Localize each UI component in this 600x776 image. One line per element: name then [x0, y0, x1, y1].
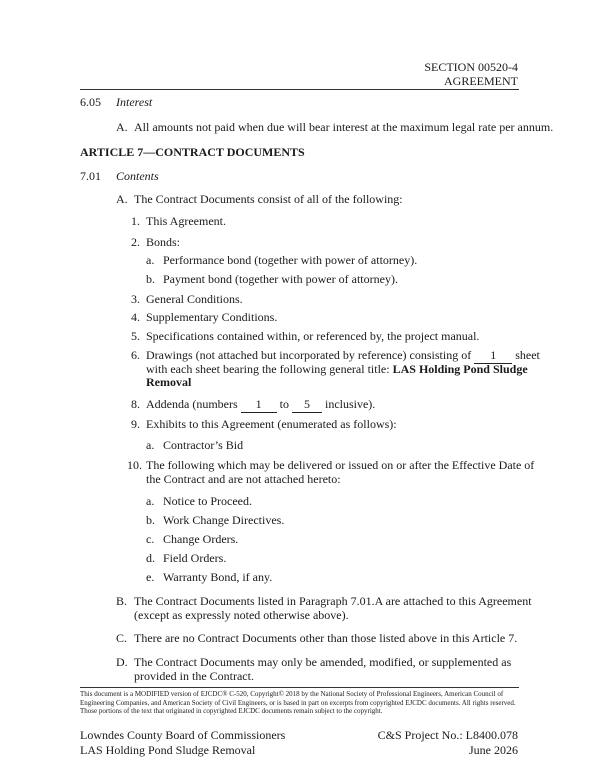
list-number: 8. — [131, 397, 140, 411]
list-letter: b. — [146, 513, 155, 527]
paragraph-label: D. — [116, 655, 128, 669]
list-item: Exhibits to this Agreement (enumerated as follows): — [146, 417, 397, 431]
list-item: Work Change Directives. — [163, 513, 285, 527]
drawing-title: LAS Holding Pond Sludge — [392, 362, 528, 376]
section-title: AGREEMENT — [444, 74, 518, 88]
section-number: 6.05 — [80, 95, 101, 109]
section-7-01-title: Contents — [116, 169, 159, 183]
section-number: 7.01 — [80, 169, 101, 183]
list-number: 4. — [131, 310, 140, 324]
list-item: Contractor’s Bid — [163, 438, 244, 452]
list-item: Change Orders. — [163, 532, 239, 546]
paragraph-text: The Contract Documents may only be amended, modified, or supplemented as — [134, 655, 512, 669]
paragraph-text: The Contract Documents consist of all of the following: — [134, 192, 403, 206]
list-item: Performance bond (together with power of attorney). — [163, 253, 418, 267]
list-number: 3. — [131, 292, 140, 306]
list-letter: c. — [146, 532, 155, 546]
list-item: Payment bond (together with power of attorney). — [163, 272, 398, 286]
list-number: 10. — [127, 458, 142, 472]
list-letter: b. — [146, 272, 155, 286]
paragraph-label: C. — [116, 631, 128, 645]
document-date: June 2026 — [469, 743, 518, 757]
paragraph-label: A. — [116, 192, 128, 206]
addenda-to: 5 — [292, 397, 322, 413]
list-item-drawings: Drawings (not attached but incorporated by reference) consisting of 1 sheet — [146, 348, 540, 362]
list-number: 5. — [131, 329, 140, 343]
project-name: LAS Holding Pond Sludge Removal — [80, 743, 256, 757]
section-number: SECTION 00520-4 — [424, 60, 518, 74]
header-rule — [80, 89, 519, 90]
list-number: 1. — [131, 214, 140, 228]
section-6-05-title: Interest — [116, 95, 153, 109]
section-6-05 — [80, 95, 101, 110]
list-letter: a. — [146, 253, 155, 267]
drawing-title-continuation: Removal — [146, 375, 192, 389]
project-number: C&S Project No.: L8400.078 — [377, 728, 518, 742]
list-item: The following which may be delivered or issued on or after the Effective Date of — [146, 458, 535, 472]
list-letter: a. — [146, 494, 155, 508]
paragraph-text: The Contract Documents listed in Paragraph 7.01.A are attached to this Agreement — [134, 594, 532, 608]
list-letter: e. — [146, 570, 155, 584]
list-number: 6. — [131, 348, 140, 362]
list-letter: a. — [146, 438, 155, 452]
paragraph-text-continuation: (except as expressly noted otherwise above). — [134, 608, 349, 622]
list-item: Specifications contained within, or referenced by, the project manual. — [146, 329, 480, 343]
footer-rule — [80, 687, 519, 688]
list-item-continuation: the Contract and are not attached hereto: — [146, 472, 341, 486]
list-number: 2. — [131, 235, 140, 249]
paragraph-text: All amounts not paid when due will bear interest at the maximum legal rate per annum. — [134, 120, 554, 134]
owner-name: Lowndes County Board of Commissioners — [80, 728, 286, 742]
list-item: Bonds: — [146, 235, 181, 249]
list-item: Field Orders. — [163, 551, 227, 565]
article-heading: ARTICLE 7—CONTRACT DOCUMENTS — [80, 145, 305, 159]
paragraph-label: B. — [116, 594, 128, 608]
list-item: Supplementary Conditions. — [146, 310, 278, 324]
paragraph-text: There are no Contract Documents other than those listed above in this Article 7. — [134, 631, 518, 645]
list-letter: d. — [146, 551, 155, 565]
list-number: 9. — [131, 417, 140, 431]
list-item: This Agreement. — [146, 214, 226, 228]
copyright-notice: This document is a MODIFIED version of EJCDC® C-520, Copyright© 2018 by the National Society of Professional Engineers, American Council of Engineering Companies, and American Society of Civil Engineers, or is based in part on excerpts from copyrighted EJCDC documents. All rights reserved. Those portions of the text that originated in copyrighted EJCDC documents remain subject to the copyright. — [80, 690, 516, 715]
list-item: Notice to Proceed. — [163, 494, 252, 508]
paragraph-text-continuation: provided in the Contract. — [134, 669, 254, 683]
list-item-addenda: Addenda (numbers 1 to 5 inclusive). — [146, 397, 376, 411]
list-item: Warranty Bond, if any. — [163, 570, 273, 584]
addenda-from: 1 — [241, 397, 277, 413]
sheet-count: 1 — [474, 348, 512, 364]
paragraph-label: A. — [116, 120, 128, 134]
list-item: General Conditions. — [146, 292, 243, 306]
list-item-continuation: with each sheet bearing the following general title: LAS Holding Pond Sludge — [146, 362, 528, 376]
